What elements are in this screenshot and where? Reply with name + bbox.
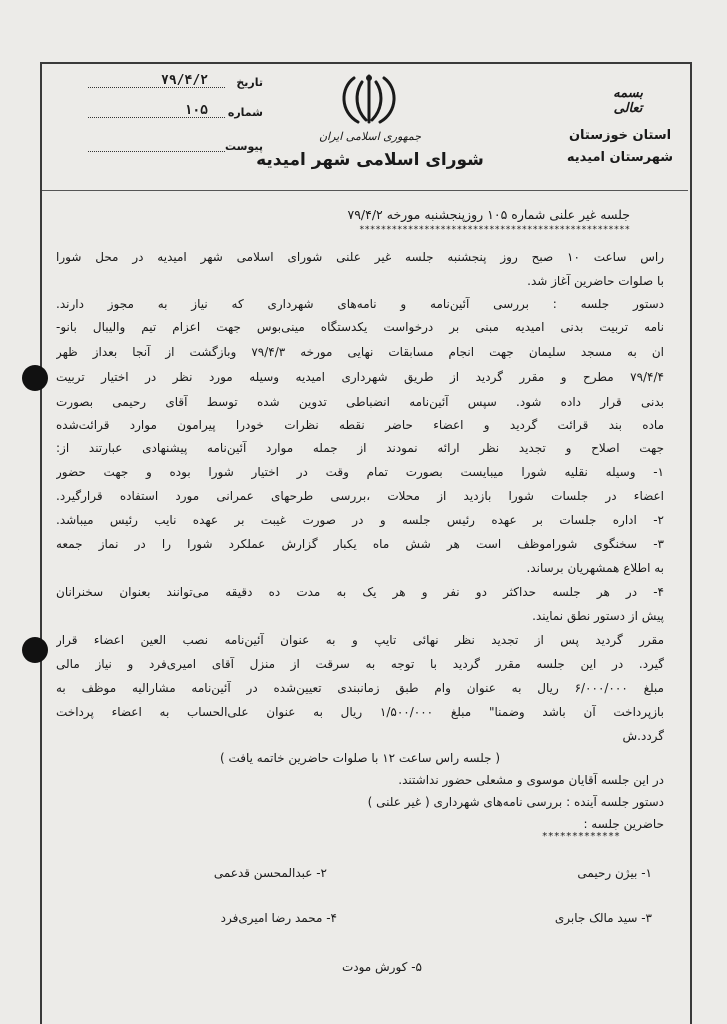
subject-underline-stars: ************************************************** [359,225,630,235]
body-line: پیش از دستور نطق نمایند. [532,609,664,623]
body-line: ان به مسجد سلیمان جهت انجام مسابقات نهایی مورخه ۷۹/۴/۳ وبازگشت از آنجا بعداز ظهر [56,345,664,359]
body-line: ۲- اداره جلسات بر عهده رئیس جلسه و در صورت غیبت بر عهده نایب رئیس میباشد. [56,513,664,527]
attachment-field [88,138,263,158]
attendee-2: ۲- عبدالمحسن قدعمی [213,866,327,880]
number-value: ۱۰۵ [184,103,208,118]
punch-hole-bottom [22,637,48,663]
closing-note: ( جلسه راس ساعت ۱۲ با صلوات حاضرین خاتمه یافت ) [219,751,500,765]
attendees-label: حاضرین جلسه : [583,817,664,831]
bismillah-heading: بسمه تعالی [613,86,643,116]
attendee-4: ۴- محمد رضا امیری‌فرد [220,911,337,925]
attendee-3: ۳- سید مالک جابری [554,911,652,925]
frame-left-border [40,62,42,1024]
body-line: گیرد. در این جلسه مقرر گردید با توجه به سرقت از منزل آقای امیری‌فرد و نیاز مالی [56,657,664,671]
number-label: شماره [227,106,263,119]
number-field [88,104,263,124]
body-line: بدنی قرار داده شود. سپس آئین‌نامه انضباطی تدوین شده توسط آقای رحیمی بصورت [56,395,664,409]
body-line: دستور جلسه : بررسی آئین‌نامه و نامه‌های شهرداری که نیاز به مجوز دارند. [56,297,664,311]
body-line: ۴- در هر جلسه حداکثر دو نفر و هر یک به مدت ده دقیقه می‌توانند بعنوان سخنرانان [56,585,664,599]
attachment-dots [88,151,225,152]
date-label: تاریخ [236,76,263,89]
attendee-5: ۵- کورش مودت [341,960,422,974]
body-line: جهت اصلاح و تجدید نظر ارائه نمودند از جمله موارد آئین‌نامه پیشنهادی عبارتند از: [56,441,664,455]
body-line: نامه تربیت بدنی امیدیه مبنی بر درخواست یکدستگاه مینی‌بوس جهت اعزام تیم والیبال بانو- [56,320,664,334]
emblem-icon [336,72,402,128]
council-title: شورای اسلامی شهر امیدیه [256,150,484,170]
attachment-label: پیوست [225,140,263,153]
absent-note: در این جلسه آقایان موسوی و مشعلی حضور نداشتند. [398,773,664,787]
header-divider [42,190,688,191]
body-line: راس ساعت ۱۰ صبح روز پنجشنبه جلسه غیر علنی شورای اسلامی شهر امیدیه در محل شورا [56,250,664,264]
body-line: اعضاء در جلسات شورا بازدید از محلات ،بررسی طرحهای عمرانی مورد استفاده قرارگیرد. [56,489,664,503]
date-field [88,74,263,94]
body-line: ۱- وسیله نقلیه شورا میبایست بصورت تمام وقت در اختیار شورا بوده و جهت حضور [56,465,664,479]
body-line: مقرر گردید پس از تجدید نظر نهائی تایپ و به عنوان آئین‌نامه نصب العین اعضاء قرار [56,633,664,647]
frame-right-border [690,62,692,1024]
next-agenda: دستور جلسه آینده : بررسی نامه‌های شهرداری ( غیر علنی ) [367,795,664,809]
body-line: ۷۹/۴/۴ مطرح و مقرر گردید از طریق شهرداری امیدیه وسیله مورد نظر در اختیار تربیت [56,370,664,384]
body-line: به اطلاع همشهریان برساند. [526,561,664,575]
county-label: شهرستان امیدیه [566,150,674,165]
attendee-1: ۱- بیژن رحیمی [577,866,652,880]
frame-top-border [40,62,690,64]
attendees-underline-stars: ************* [541,831,620,842]
body-line: ماده بند قرائت گردید و اعضاء حاضر نقطه نظرات خودرا پیرامون موارد قرائت‌شده [56,418,664,432]
republic-caption: جمهوری اسلامی ایران [318,130,422,143]
date-value: ۷۹/۴/۲ [161,73,208,88]
province-label: استان خوزستان [568,128,672,143]
body-line: گردد.ش [622,729,664,743]
body-line: با صلوات حاضرین آغاز شد. [527,274,664,288]
body-line: بازپرداخت آن باشد وضمنا" مبلغ ۱/۵۰۰/۰۰۰ ریال به عنوان علی‌الحساب به اعضاء پرداخت [56,705,664,719]
body-line: ۳- سخنگوی شوراموظف است هر شش ماه یکبار گزارش عملکرد شورا را در نماز جمعه [56,537,664,551]
body-line: مبلغ ۶/۰۰۰/۰۰۰ ریال به عنوان وام طبق زمانبندی تعیین‌شده در آئین‌نامه مشارالیه موظف به [56,681,664,695]
punch-hole-top [22,365,48,391]
session-subject: جلسه غیر علنی شماره ۱۰۵ روزپنجشنبه مورخه ۷۹/۴/۲ [347,207,630,222]
